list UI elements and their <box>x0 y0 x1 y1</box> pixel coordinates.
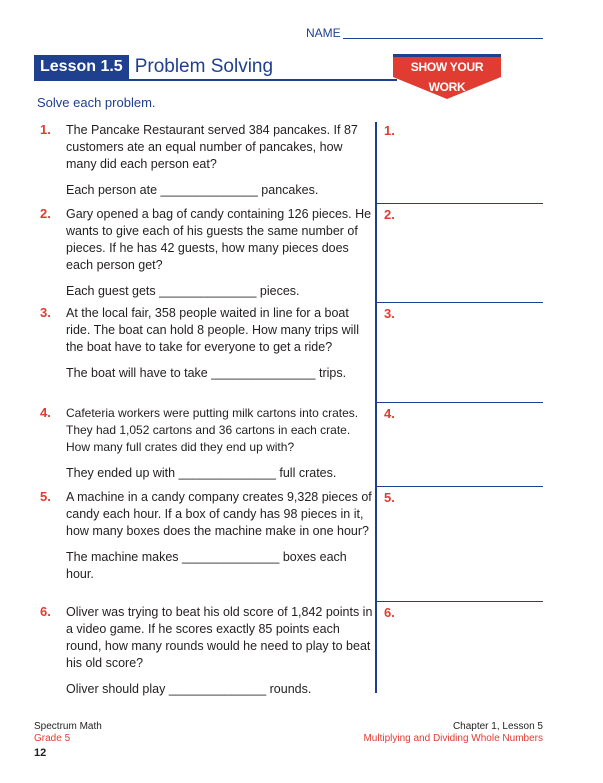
problem-text: Gary opened a bag of candy containing 126 pieces. He wants to give each of his guests the same number of pieces. If he has 42 guests, how many pieces does each person get? <box>66 207 372 272</box>
problem-number: 4. <box>40 405 51 420</box>
footer-grade: Grade 5 <box>34 733 71 744</box>
problem-3 <box>40 305 375 382</box>
lesson-title: Problem Solving <box>134 56 274 77</box>
footer-book: Spectrum Math <box>34 721 102 732</box>
work-number: 1. <box>384 123 395 138</box>
problem-text: Oliver was trying to beat his old score of 1,842 points in a video game. If he scores exactly 85 points each round, how many rounds would he need to play to beat his old score? <box>66 605 373 670</box>
work-divider <box>375 302 543 303</box>
work-number: 4. <box>384 406 395 421</box>
work-divider <box>375 601 543 602</box>
work-number: 2. <box>384 207 395 222</box>
answer-line: Each guest gets ______________ pieces. <box>66 284 300 298</box>
header-rule <box>34 79 397 81</box>
answer-line: Oliver should play ______________ rounds. <box>66 682 312 696</box>
problem-number: 2. <box>40 206 51 221</box>
problem-text: Cafeteria workers were putting milk cartons into crates. They had 1,052 cartons and 36 cartons in each crate. How many full crates did they end up with? <box>66 406 359 454</box>
lesson-header <box>34 55 273 79</box>
problem-text: The Pancake Restaurant served 384 pancakes. If 87 customers ate an equal number of pancakes, how many did each person eat? <box>66 123 358 171</box>
work-number: 5. <box>384 490 395 505</box>
work-column-line <box>375 122 377 693</box>
work-divider <box>375 402 543 403</box>
problem-4 <box>40 405 375 482</box>
work-divider <box>375 203 543 204</box>
problem-2 <box>40 206 375 300</box>
work-number: 6. <box>384 605 395 620</box>
show-your-work-banner <box>393 54 501 99</box>
problem-5 <box>40 489 375 583</box>
footer-topic: Multiplying and Dividing Whole Numbers <box>363 733 543 744</box>
answer-line: They ended up with ______________ full crates. <box>66 466 337 480</box>
answer-line: Each person ate ______________ pancakes. <box>66 183 319 197</box>
problem-number: 3. <box>40 305 51 320</box>
problem-1 <box>40 122 375 199</box>
problem-text: A machine in a candy company creates 9,328 pieces of candy each hour. If a box of candy has 98 pieces in it, how many boxes does the machine make in one hour? <box>66 490 372 538</box>
problem-number: 6. <box>40 604 51 619</box>
answer-line: The machine makes ______________ boxes each hour. <box>66 550 347 581</box>
footer-chapter: Chapter 1, Lesson 5 <box>452 721 543 732</box>
answer-line: The boat will have to take _______________ trips. <box>66 366 347 380</box>
name-line <box>343 38 543 39</box>
show-your-work-label: SHOW YOUR WORK <box>393 57 501 77</box>
problem-6 <box>40 604 375 698</box>
page-number: 12 <box>34 747 47 759</box>
problem-number: 5. <box>40 489 51 504</box>
problem-text: At the local fair, 358 people waited in line for a boat ride. The boat can hold 8 people. How many trips will the boat have to take for everyone to get a ride? <box>66 306 359 354</box>
problem-number: 1. <box>40 122 51 137</box>
work-divider <box>375 486 543 487</box>
lesson-label: Lesson 1.5 <box>34 55 129 79</box>
work-number: 3. <box>384 306 395 321</box>
name-label: NAME <box>306 26 341 40</box>
instructions: Solve each problem. <box>37 95 156 110</box>
